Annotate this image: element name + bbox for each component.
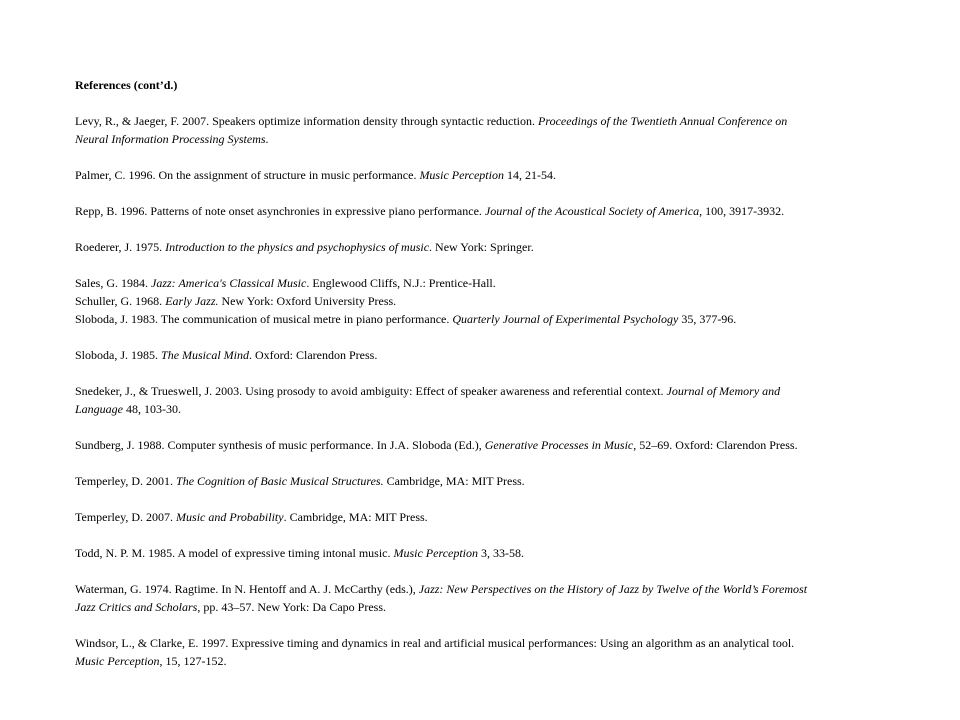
- reference-text: , 15, 127-152.: [159, 654, 227, 668]
- reference-text: , 52–69. Oxford: Clarendon Press.: [633, 438, 798, 452]
- reference-entry: [75, 580, 815, 616]
- references-list: [75, 76, 815, 688]
- reference-title-italic: Music and Probability: [176, 510, 284, 524]
- reference-text: 3, 33-58.: [478, 546, 525, 560]
- reference-title-italic: Music Perception: [419, 168, 504, 182]
- reference-text: , pp. 43–57. New York: Da Capo Press.: [197, 600, 387, 614]
- reference-title-italic: Proceedings of the Twentieth Annual Conference on Neural Information Processing Systems: [75, 114, 788, 146]
- reference-text: Repp, B. 1996. Patterns of note onset asynchronies in expressive piano performance.: [75, 204, 485, 218]
- reference-text: , 100, 3917-3932.: [699, 204, 785, 218]
- reference-title-italic: Music Perception: [75, 654, 160, 668]
- reference-entry: [75, 472, 815, 490]
- reference-text: New York: Oxford University Press.: [218, 294, 397, 308]
- reference-text: 48, 103-30.: [123, 402, 181, 416]
- reference-entry: [75, 382, 815, 418]
- reference-entry: [75, 274, 815, 292]
- reference-text: Sundberg, J. 1988. Computer synthesis of music performance. In J.A. Sloboda (Ed.),: [75, 438, 485, 452]
- reference-text: Cambridge, MA: MIT Press.: [383, 474, 525, 488]
- reference-title-italic: The Cognition of Basic Musical Structures.: [176, 474, 384, 488]
- reference-entries: [75, 112, 815, 670]
- reference-text: . Englewood Cliffs, N.J.: Prentice-Hall.: [306, 276, 496, 290]
- reference-text: Temperley, D. 2001.: [75, 474, 177, 488]
- reference-text: 14, 21-54.: [503, 168, 556, 182]
- reference-text: . Cambridge, MA: MIT Press.: [283, 510, 428, 524]
- reference-entry: [75, 544, 815, 562]
- reference-title-italic: Music Perception: [393, 546, 479, 560]
- references-heading: References (cont’d.): [75, 78, 178, 92]
- reference-text: Todd, N. P. M. 1985. A model of expressive timing intonal music.: [75, 546, 394, 560]
- reference-title-italic: Quarterly Journal of Experimental Psychology: [452, 312, 679, 326]
- reference-text: Palmer, C. 1996. On the assignment of structure in music performance.: [75, 168, 420, 182]
- reference-text: Sloboda, J. 1983. The communication of musical metre in piano performance.: [75, 312, 453, 326]
- reference-entry: [75, 292, 815, 310]
- reference-text: Levy, R., & Jaeger, F. 2007. Speakers optimize information density through syntactic reduction.: [75, 114, 539, 128]
- reference-entry: [75, 508, 815, 526]
- reference-text: Sales, G. 1984.: [75, 276, 151, 290]
- reference-text: Roederer, J. 1975.: [75, 240, 166, 254]
- reference-text: . New York: Springer.: [429, 240, 534, 254]
- reference-entry: [75, 112, 815, 148]
- reference-entry: [75, 436, 815, 454]
- reference-entry: [75, 238, 815, 256]
- reference-text: Waterman, G. 1974. Ragtime. In N. Hentoff and A. J. McCarthy (eds.),: [75, 582, 419, 596]
- reference-text: .: [265, 132, 269, 146]
- reference-text: Windsor, L., & Clarke, E. 1997. Expressive timing and dynamics in real and artificial musical performances: Using an algorithm as an analytical tool.: [75, 636, 795, 650]
- reference-text: Temperley, D. 2007.: [75, 510, 177, 524]
- reference-title-italic: Early Jazz.: [165, 294, 219, 308]
- reference-text: Schuller, G. 1968.: [75, 294, 166, 308]
- reference-title-italic: Journal of the Acoustical Society of America: [484, 204, 700, 218]
- reference-entry: [75, 202, 815, 220]
- reference-text: Snedeker, J., & Trueswell, J. 2003. Using prosody to avoid ambiguity: Effect of speaker awareness and referential context.: [75, 384, 667, 398]
- reference-title-italic: The Musical Mind: [161, 348, 250, 362]
- reference-title-italic: Generative Processes in Music: [484, 438, 634, 452]
- reference-entry: [75, 346, 815, 364]
- reference-entry: [75, 166, 815, 184]
- reference-entry: [75, 634, 815, 670]
- reference-title-italic: Jazz: America's Classical Music: [151, 276, 307, 290]
- reference-title-italic: Journal of Memory and Language: [75, 384, 781, 416]
- reference-entry: [75, 310, 815, 328]
- reference-text: 35, 377-96.: [678, 312, 737, 326]
- reference-title-italic: Introduction to the physics and psychophysics of music: [165, 240, 430, 254]
- reference-text: . Oxford: Clarendon Press.: [249, 348, 378, 362]
- reference-title-italic: Jazz: New Perspectives on the History of Jazz by Twelve of the World’s Foremost Jazz Critics and Scholars: [75, 582, 808, 614]
- reference-text: Sloboda, J. 1985.: [75, 348, 162, 362]
